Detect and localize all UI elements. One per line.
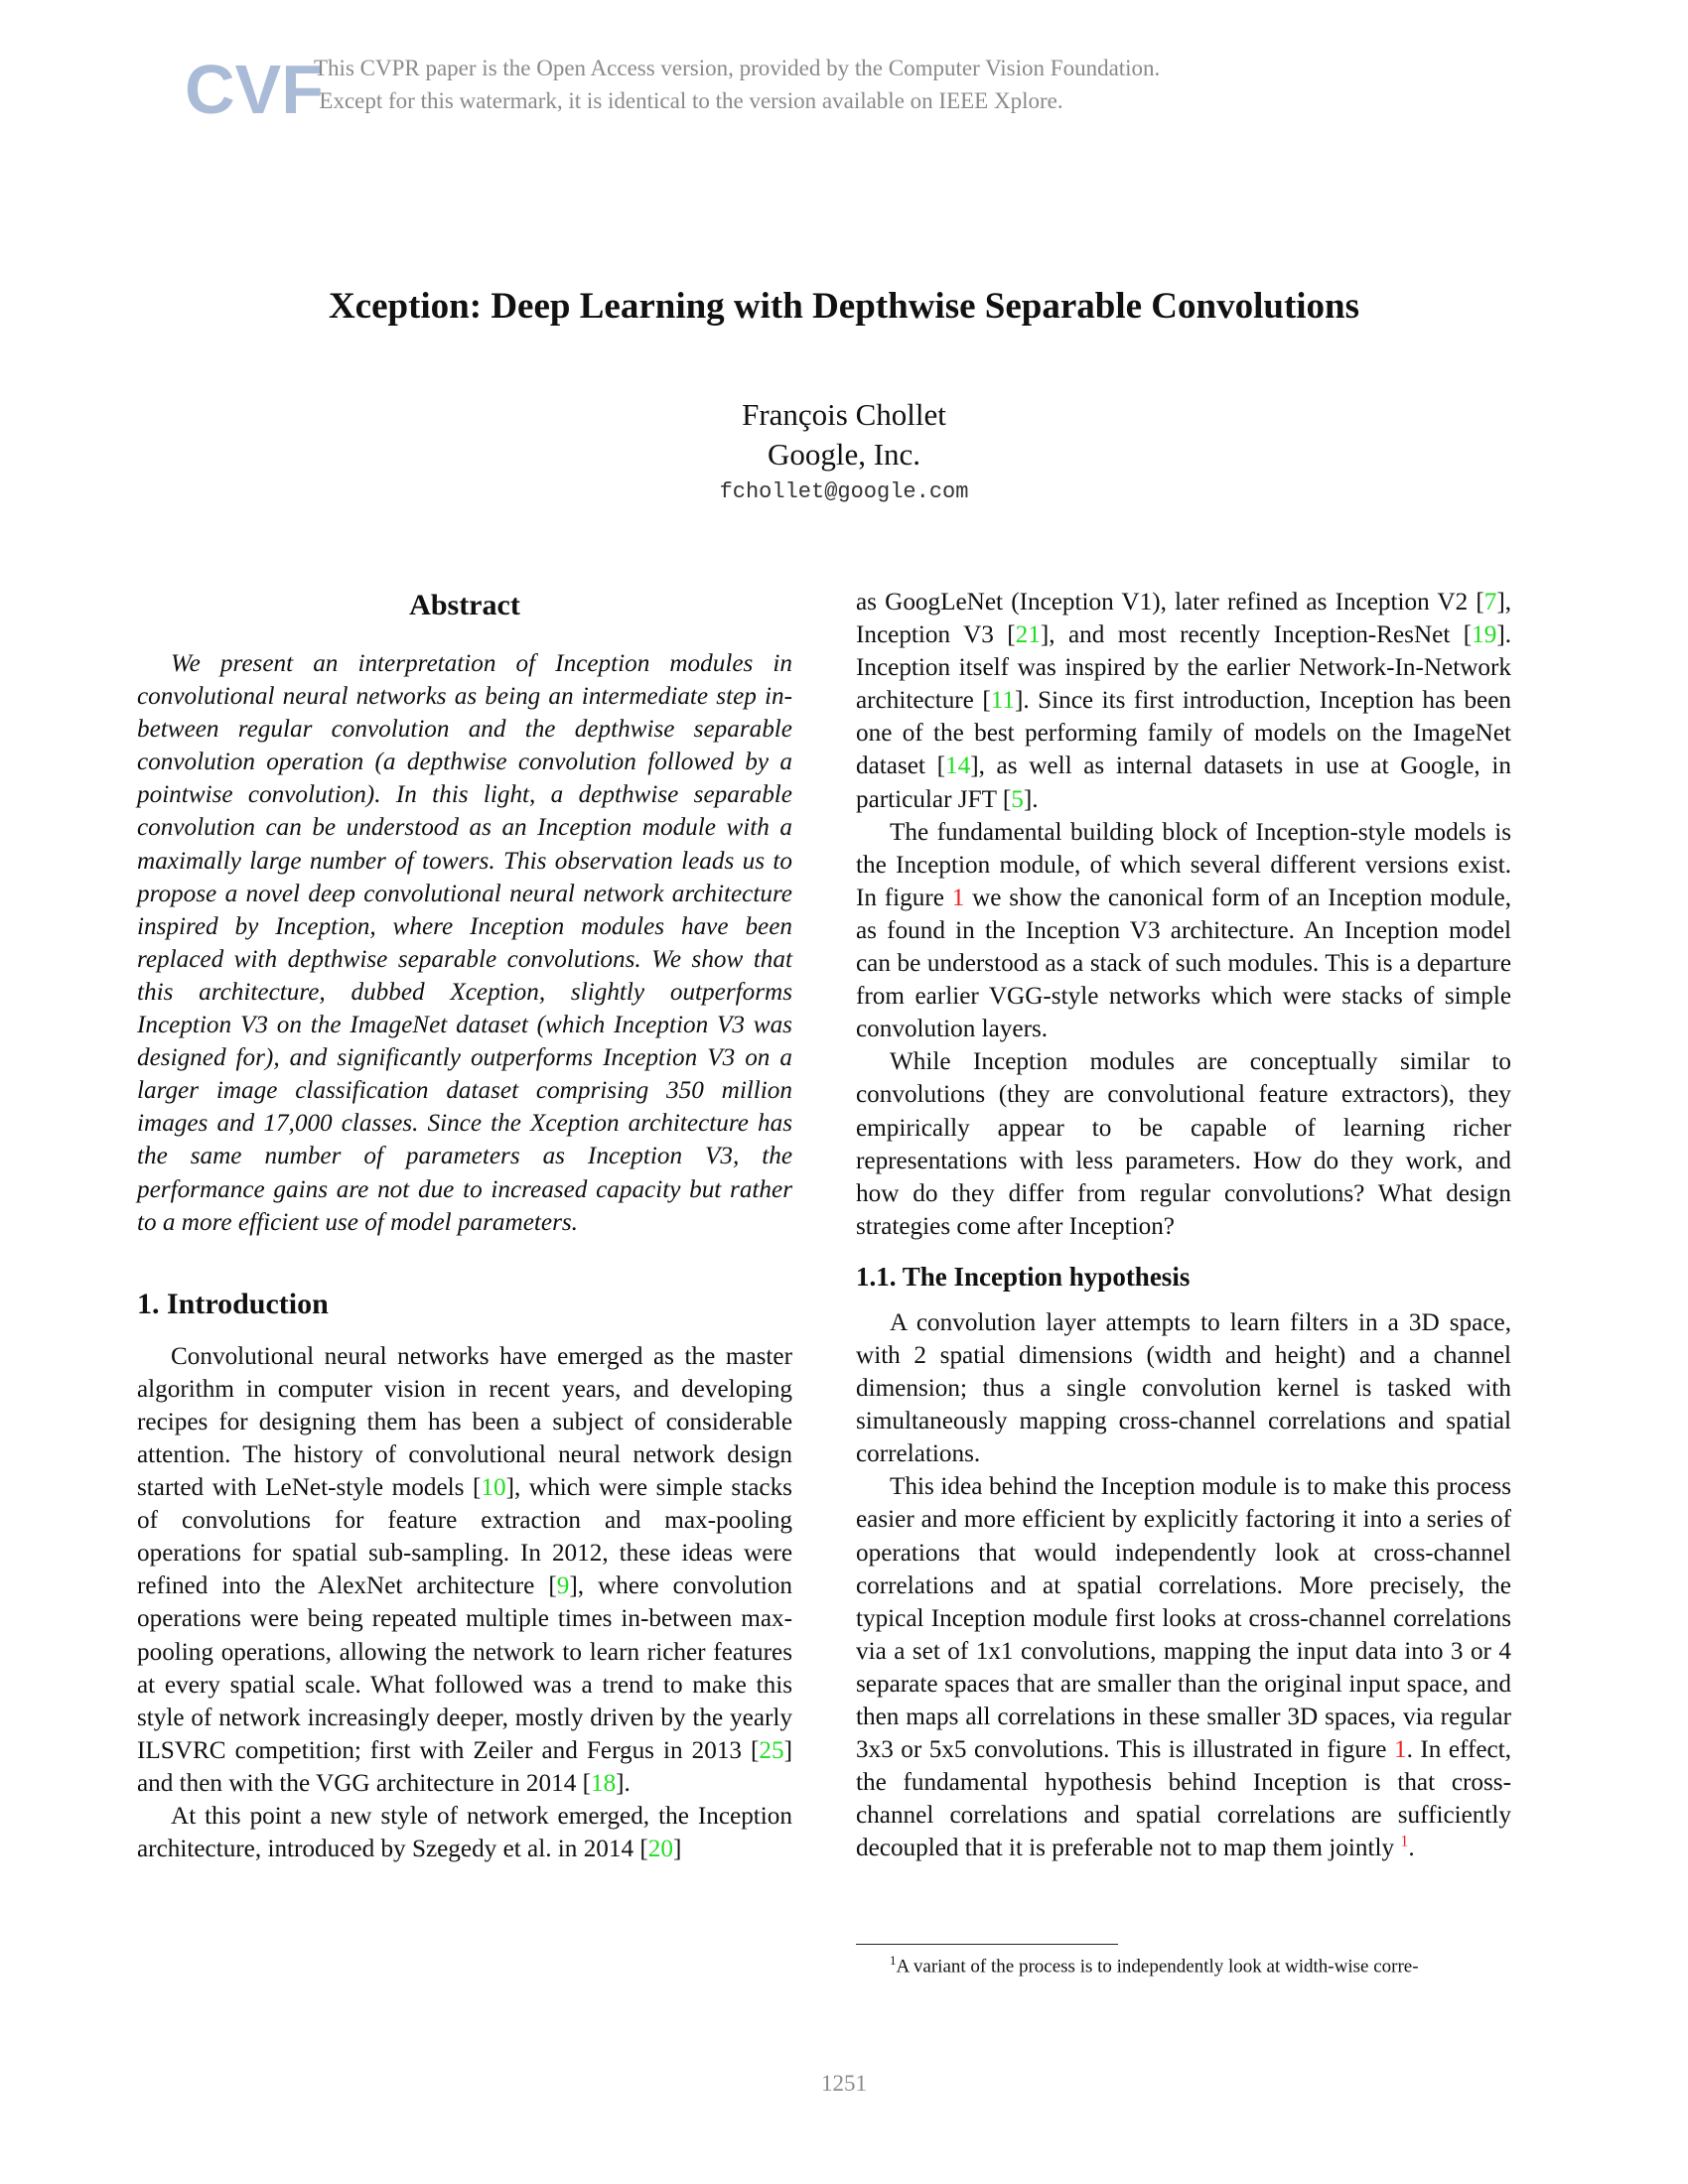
cvf-watermark — [185, 48, 1376, 127]
watermark-line-1: This CVPR paper is the Open Access version, provided by the Computer Vision Foundation. — [314, 56, 1161, 80]
author-name: François Chollet — [742, 397, 946, 432]
svg-text:CVF: CVF — [185, 51, 324, 128]
citation-link[interactable]: 14 — [945, 752, 971, 780]
citation-link[interactable]: 25 — [759, 1736, 784, 1764]
citation-link[interactable]: 11 — [990, 687, 1015, 715]
citation-link[interactable]: 5 — [1011, 785, 1024, 813]
abstract-text: We present an interpretation of Inception modules in convolutional neural networks as being an intermediate step in-between regular convolution and the depthwise separable convolution operation (a depthwise convolution followed by a pointwise convolution). In this light, a depthwise separable convolution can be understood as an Inception module with a maximally large number of towers. This observation leads us to propose a novel deep convolutional neural network architecture inspired by Inception, where Inception modules have been replaced with depthwise separable convolutions. We show that this architecture, dubbed Xception, slightly outperforms Inception V3 on the ImageNet dataset (which Inception V3 was designed for), and significantly outperforms Inception V3 on a larger image classification dataset comprising 350 million images and 17,000 classes. Since the Xception architecture has the same number of parameters as Inception V3, the performance gains are not due to increased capacity but rather to a more efficient use of model parameters. — [137, 650, 792, 1236]
cvf-logo-icon — [185, 48, 324, 128]
footnote-divider — [856, 1944, 1118, 1945]
footnote — [856, 1948, 1511, 1979]
paper-title: Xception: Deep Learning with Depthwise Separable Convolutions — [328, 286, 1360, 327]
author-affiliation: Google, Inc. — [767, 437, 921, 472]
figure-reference-link[interactable]: 1 — [1393, 1736, 1407, 1764]
author-email[interactable]: fchollet@google.com — [719, 479, 969, 504]
citation-link[interactable]: 21 — [1015, 621, 1041, 649]
intro-paragraph-2-text: as GoogLeNet (Inception V1), later refined as Inception V2 [ — [856, 589, 1484, 615]
author-block — [0, 395, 1688, 510]
left-column — [137, 586, 792, 1865]
intro-paragraph-4: While Inception modules are conceptually similar to convolutions (they are convolutional feature extractors), they empirically appear to be capable of learning richer representations with less parameters. How do they work, and how do they differ from regular convolutions? What design strategies come after Inception? — [856, 1048, 1511, 1240]
hypothesis-paragraph-2: This idea behind the Inception module is to make this process easier and more efficient by explicitly factoring it into a series of operations that would independently look at cross-channel correlations and at spatial correlations. More precisely, the typical Inception module first looks at cross-channel correlations via a set of 1x1 convolutions, mapping the input data into 3 or 4 separate spaces that are smaller than the original input space, and then maps all correlations in these smaller 3D spaces, via regular 3x3 or 5x5 convolutions. This is illustrated in figure 1. In effect, the fundamental hypothesis behind Inception is that cross-channel correlations and spatial correlations are sufficiently decoupled that it is preferable not to map them jointly $^1$. — [856, 1473, 1511, 1862]
footnote-number: 1 — [890, 1953, 897, 1968]
citation-link[interactable]: 9 — [556, 1572, 570, 1600]
subsection-heading-inception-hypothesis: 1.1. The Inception hypothesis — [856, 1261, 1191, 1292]
citation-link[interactable]: 7 — [1483, 589, 1497, 615]
citation-link[interactable]: 20 — [647, 1836, 673, 1863]
intro-paragraph-3: The fundamental building block of Inception-style models is the Inception module, of which several different versions exist. In figure 1 we show the canonical form of an Inception module, as found in the Inception V3 architecture. An Inception model can be understood as a stack of such modules. This is a departure from earlier VGG-style networks which were stacks of simple convolution layers. — [856, 818, 1511, 1043]
section-heading-introduction: 1. Introduction — [137, 1287, 329, 1320]
intro-paragraph-2-start: At this point a new style of network emerged, the Inception architecture, introduced by Szegedy et al. in 2014 [20] — [137, 1803, 792, 1863]
figure-reference-link[interactable]: 1 — [951, 884, 965, 911]
watermark-line-2: Except for this watermark, it is identical to the version available on IEEE Xplore. — [319, 88, 1063, 113]
hypothesis-paragraph-1: A convolution layer attempts to learn filters in a 3D space, with 2 spatial dimensions (width and height) and a channel dimension; thus a single convolution kernel is tasked with simultaneously mapping cross-channel correlations and spatial correlations. — [856, 1308, 1511, 1468]
citation-link[interactable]: 18 — [590, 1769, 617, 1797]
citation-link[interactable]: 10 — [481, 1474, 506, 1502]
footnote-text: A variant of the process is to independently look at width-wise corre- — [896, 1956, 1419, 1978]
intro-paragraph-1: Convolutional neural networks have emerged as the master algorithm in computer vision in recent years, and developing recipes for designing them has been a subject of considerable attention. The history of convolutional neural network design started with LeNet-style models [10], which were simple stacks of convolutions for feature extraction and max-pooling operations for spatial sub-sampling. In 2012, these ideas were refined into the AlexNet architecture [9], where convolution operations were being repeated multiple times in-between max-pooling operations, allowing the network to learn richer features at every spatial scale. What followed was a trend to make this style of network increasingly deeper, mostly driven by the yearly ILSVRC competition; first with Zeiler and Fergus in 2013 [25] and then with the VGG architecture in 2014 [18]. — [137, 1342, 793, 1797]
intro-paragraph-2-continued: as GoogLeNet (Inception V1), later refined as Inception V2 [7], Inception V3 [21], and most recently Inception-ResNet [19]. Inception itself was inspired by the earlier Network-In-Network architecture [11]. Since its first introduction, Inception has been one of the best performing family of models on the ImageNet dataset [14], as well as internal datasets in use at Google, in particular JFT [5]. — [856, 589, 1511, 813]
page-number: 1251 — [821, 2071, 867, 2096]
abstract-heading: Abstract — [409, 589, 520, 621]
right-column — [856, 586, 1511, 1864]
footnote-marker[interactable]: 1 — [1400, 1833, 1409, 1850]
citation-link[interactable]: 19 — [1472, 621, 1497, 649]
